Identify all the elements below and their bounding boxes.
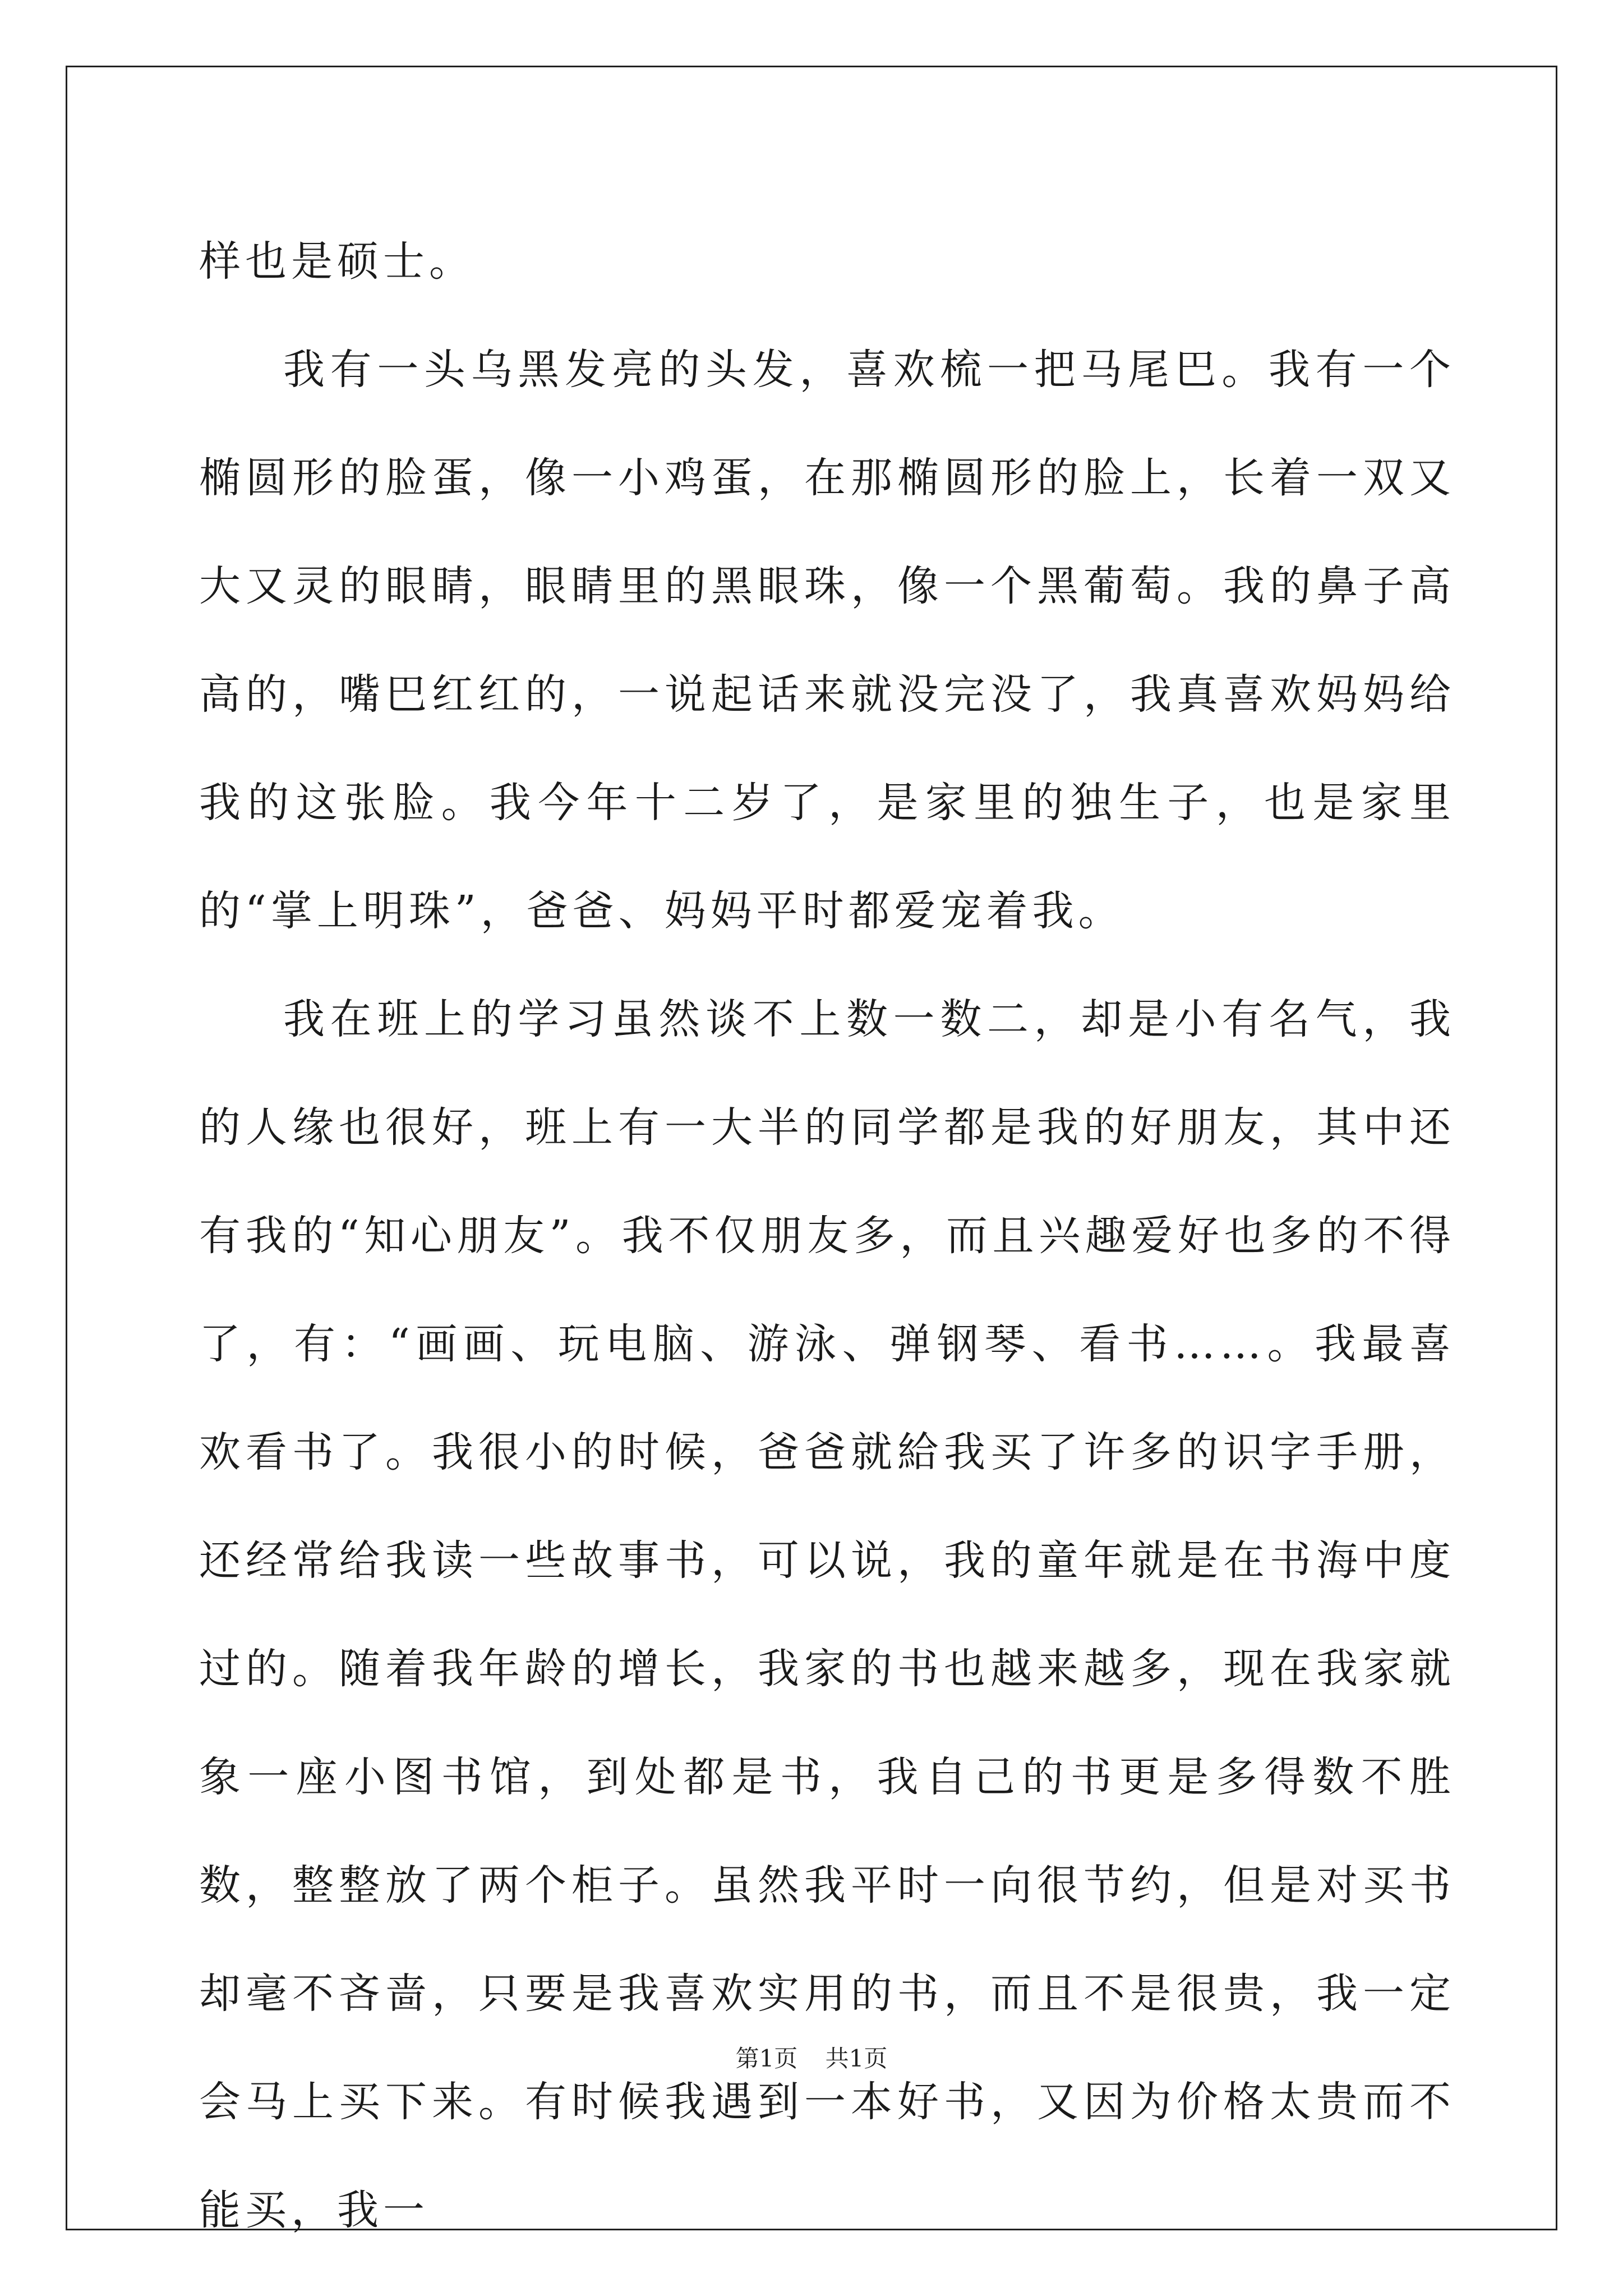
page-total: 共1页 [825, 2045, 888, 2072]
paragraph-2: 我有一头乌黑发亮的头发，喜欢梳一把马尾巴。我有一个椭圆形的脸蛋，像一小鸡蛋，在那椭圆形的脸上，长着一双又大又灵的眼睛，眼睛里的黑眼珠，像一个黑葡萄。我的鼻子高高的，嘴巴红红的，一说起话来就没完没了，我真喜欢妈妈给我的这张脸。我今年十二岁了，是家里的独生子，也是家里的“掌上明珠”，爸爸、妈妈平时都爱宠着我。 [199, 346, 1455, 935]
page-footer [0, 2042, 1623, 2076]
page-number: 第1页 [735, 2045, 798, 2072]
document-body [199, 208, 1455, 2265]
paragraph-3: 我在班上的学习虽然谈不上数一数二，却是小有名气，我的人缘也很好，班上有一大半的同学都是我的好朋友，其中还有我的“知心朋友”。我不仅朋友多，而且兴趣爱好也多的不得了，有：“画画、玩电脑、游泳、弹钢琴、看书……。我最喜欢看书了。我很小的时候，爸爸就給我买了许多的识字手册，还经常给我读一些故事书，可以说，我的童年就是在书海中度过的。随着我年龄的增长，我家的书也越来越多，现在我家就象一座小图书馆，到处都是书，我自己的书更是多得数不胜数，整整放了两个柜子。虽然我平时一向很节约，但是对买书却毫不吝啬，只要是我喜欢实用的书，而且不是很贵，我一定会马上买下来。有时候我遇到一本好书，又因为价格太贵而不能买，我一 [199, 995, 1455, 2234]
paragraph-1: 样也是硕士。 [199, 237, 475, 286]
